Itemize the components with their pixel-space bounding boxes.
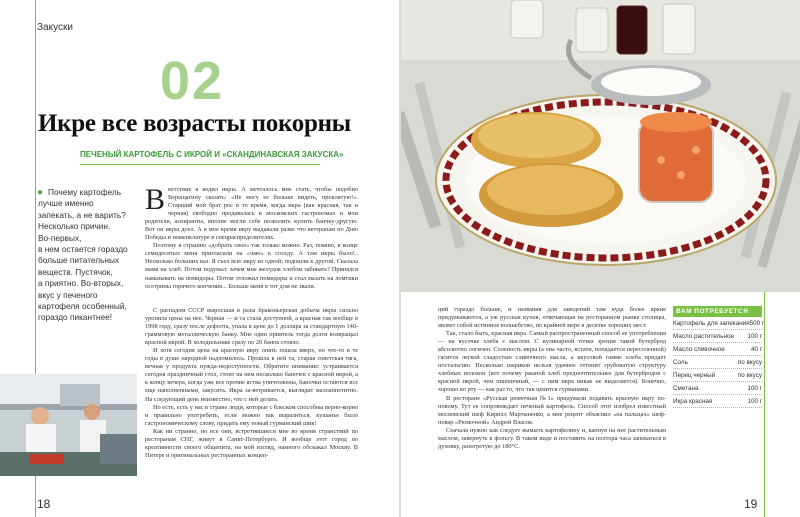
right-column-a bbox=[438, 306, 666, 451]
paragraph: ветствие я водил икры. А мечталось мне стать, чтобы подобно Верещагину сказать: «Не могу ее больше видеть, проклятую!». Старший мой брат рос в то время, когда икра (как красная, так и черная) свободно продавалась в московских гастрономах и мои родители, аспиранты, вполне могли себе позволить купить банчку-другую. Вот он икры доел. А в мое время икру выдавали разве что ветеранам по Дню Победы и номенклатуре в спецраспределителях. bbox=[145, 186, 358, 242]
chapter-number: 02 bbox=[160, 51, 225, 111]
ingredient-amount: по вкусу bbox=[737, 359, 762, 366]
sidebar-question bbox=[38, 187, 130, 324]
ingredient-amount: 100 г bbox=[747, 333, 762, 340]
ingredients-box bbox=[673, 306, 765, 408]
ingredients-title: ВАМ ПОТРЕБУЕТСЯ bbox=[673, 306, 762, 317]
ingredient-amount: по вкусу bbox=[737, 372, 762, 379]
ingredient-name: Перец черный bbox=[673, 372, 716, 379]
ingredient-amount: 100 г bbox=[747, 385, 762, 392]
ingredient-row bbox=[673, 395, 762, 408]
ingredient-name: Масло растительное bbox=[673, 333, 735, 340]
ingredient-name: Масло сливочное bbox=[673, 346, 725, 353]
ingredient-row bbox=[673, 343, 762, 356]
ingredient-name: Соль bbox=[673, 359, 688, 366]
ingredient-row bbox=[673, 330, 762, 343]
paragraph: С распадом СССР выросшая в разы браконьерская добыча икры сильно уронила цены на нее. Черная — и та стала доступной, а красная так вообще в 1998 году, сразу после дефолта, упала в цене до 1 доллара за стандартную 140-граммовую металлическую банку. Мне один приятель тогда долги возвращал красной икрой. В холодильнике сразу по 20 банок стояло. bbox=[145, 307, 358, 347]
subtitle-rule bbox=[80, 164, 320, 165]
ingredient-row bbox=[673, 356, 762, 369]
paragraph: В ресторане «Русская рюмочная №1» придумали подавать красную икру по-новому. Тут ее сопровождает печеный картофель. Способ этот изобрел известный московский шеф Кирилл Мартыненко, а мне рецепт объяснил «на пальцах» шеф-повар «Рюмочной» Андрей Власов. bbox=[438, 394, 666, 426]
page-number-right: 19 bbox=[744, 497, 758, 511]
right-margin-rule bbox=[764, 292, 765, 517]
paragraph: Так, стало быть, красная икра. Самый распространенный способ ее употребления — на кусочке хлеба с маслом. С кулинарной точки зрения такой бутерброд абсолютно логичен. Соленость икры (а она часто, кстати, попадается пересоленной) гасится легкой сладостью сливочного масла, а вкусовой гамме хлеба придает ностальгию. Несколько шариков нельзя удачнее оттенит грубоватую структуру хлебных волокон (вот почему ржаной хлеб предпочтительнее для бутербродов с красной икрой, чем пшеничный, — с ним икра никак не выделяется). Конечно, хорошо во рту — как раз то, что так ценится гурманами. bbox=[438, 330, 666, 394]
section-tag: Закуски bbox=[37, 22, 73, 33]
dish-photo-illustration bbox=[401, 0, 800, 292]
ingredient-row bbox=[673, 317, 765, 330]
paragraph: ций гораздо больше, и названия для заведений там куда более яркие придумываются, а уж русская кухня, отвечающая на ресторанном рынке столицы, являет собой истинное волшебство, по крайней мере в десятке хороших мест. bbox=[438, 306, 666, 330]
paragraph: Поэтому я страшно «добрать свое» так только можно. Раз, помню, в конце семидесятых меня пригласили на «чаю» к соседу. А там икры было!.. Несколько больших ваз. Я съел всю икру из одной; подошли к другой. Сказала мама на хлеб. Потом подумал: зачем мне желудок хлебом забивать? Принялся намазывать на помидоры. Потом отложил помидоры и стал мазать на ломтики осетрины горячего копчения... Больше меня в тот дом не звали. bbox=[145, 242, 358, 290]
ingredient-name: Икра красная bbox=[673, 398, 713, 405]
left-column-top bbox=[145, 183, 358, 291]
article-title: Икре все возрасты покорны bbox=[38, 110, 351, 137]
left-page bbox=[0, 0, 399, 517]
dropcap: В bbox=[145, 183, 166, 216]
article-subtitle: ПЕЧЕНЫЙ КАРТОФЕЛЬ С ИКРОЙ И «СКАНДИНАВСКАЯ ЗАКУСКА» bbox=[80, 150, 344, 159]
kitchen-photo bbox=[0, 374, 137, 476]
dish-photo bbox=[401, 0, 800, 292]
ingredient-row bbox=[673, 382, 762, 395]
question-bullet-icon: ● bbox=[37, 187, 44, 198]
ingredient-amount: 500 г bbox=[749, 320, 765, 327]
kitchen-photo-illustration bbox=[0, 374, 137, 476]
ingredient-name: Картофель для запекания bbox=[673, 320, 750, 327]
paragraph: Сначала нужно как следует вымыть картофелину и, капнув на нее растительным маслом, завернуть в фольгу. В таком виде и поставить на полтора часа запекаться в духовку, разогретую до 180°С. bbox=[438, 426, 666, 450]
paragraph: Как ни странно, но все они, встретившиеся мне во время странствий по ресторанам СНГ, живут в Санкт-Петербурге. И вообще этот город по креативности своего общепита, на мой взгляд, намного обскакал Москву. В Питере и оригинальных ресторанных концеп- bbox=[145, 427, 358, 459]
page-number-left: 18 bbox=[37, 497, 51, 511]
ingredient-amount: 100 г bbox=[747, 398, 762, 405]
ingredient-row bbox=[673, 369, 762, 382]
left-column-bottom bbox=[145, 307, 358, 460]
paragraph: И хотя сегодня цена на красную икру опять пошла вверх, но что-то в те годы в душе народной надломилось. Прошла к ней та, старая советская тяга, вечная у продукта нужда-недоступности. Обратите внимание: устраивается сегодня праздничный стол, стоит на нем несколько баночек с красной икрой, а к концу вечера, когда уже все прочие яства уничтожены, баночки остаются все еще наполненными, закусить. Икра за-ветривается, выглядит малоаппетитно. На следующий день неизвестно, что с ней делать. bbox=[145, 347, 358, 403]
ingredient-amount: 40 г bbox=[750, 346, 762, 353]
right-page bbox=[401, 0, 800, 517]
ingredient-name: Сметана bbox=[673, 385, 699, 392]
paragraph: Но есть, есть у нас в стране люди, которые с блеском способны верно-корно и правильно употребить, если можно так выразиться, кушанье было гастрономическому слову, придать ему новый гурманский шик! bbox=[145, 403, 358, 427]
sidebar-question-text: Почему картофель лучше именно запекать, а не варить? Несколько причин. Во-первых, в нем остается гораздо больше питательных веществ. Пустячок, а приятно. Во-вторых, вкус у печеного картофеля особенный, гораздо пикантнее! bbox=[38, 187, 128, 323]
